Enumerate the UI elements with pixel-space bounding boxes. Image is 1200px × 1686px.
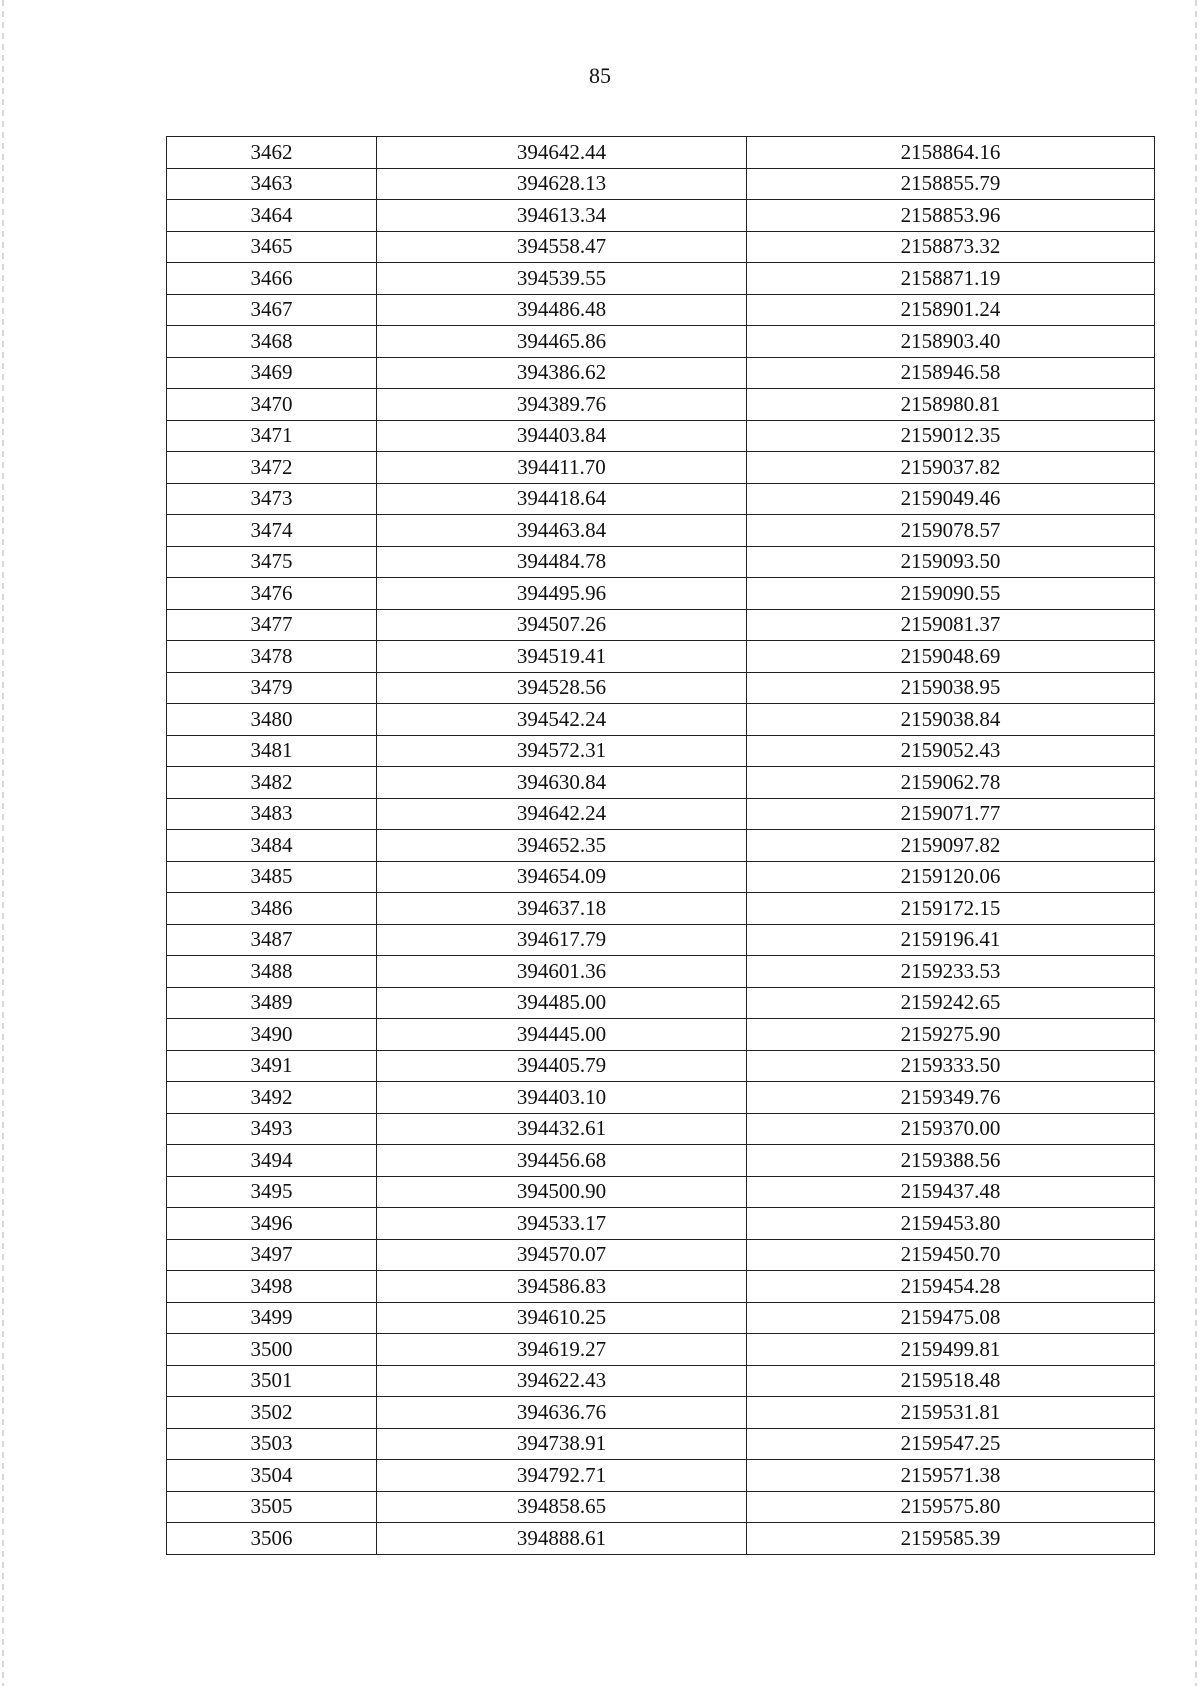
- y-coordinate-cell: 2159120.06: [747, 861, 1155, 893]
- table-row: [167, 137, 1155, 169]
- y-coordinate-cell: 2159453.80: [747, 1208, 1155, 1240]
- x-coordinate-cell: 394465.86: [377, 326, 747, 358]
- table-row: [167, 1208, 1155, 1240]
- point-id-cell: 3502: [167, 1397, 377, 1429]
- x-coordinate-cell: 394432.61: [377, 1113, 747, 1145]
- y-coordinate-cell: 2158946.58: [747, 357, 1155, 389]
- y-coordinate-cell: 2159370.00: [747, 1113, 1155, 1145]
- x-coordinate-cell: 394519.41: [377, 641, 747, 673]
- y-coordinate-cell: 2159078.57: [747, 515, 1155, 547]
- x-coordinate-cell: 394500.90: [377, 1176, 747, 1208]
- x-coordinate-cell: 394539.55: [377, 263, 747, 295]
- point-id-cell: 3506: [167, 1523, 377, 1555]
- point-id-cell: 3496: [167, 1208, 377, 1240]
- x-coordinate-cell: 394610.25: [377, 1302, 747, 1334]
- scan-edge-right: [1195, 0, 1197, 1686]
- x-coordinate-cell: 394586.83: [377, 1271, 747, 1303]
- table-row: [167, 767, 1155, 799]
- point-id-cell: 3481: [167, 735, 377, 767]
- x-coordinate-cell: 394617.79: [377, 924, 747, 956]
- x-coordinate-cell: 394507.26: [377, 609, 747, 641]
- x-coordinate-cell: 394628.13: [377, 168, 747, 200]
- point-id-cell: 3477: [167, 609, 377, 641]
- y-coordinate-cell: 2159437.48: [747, 1176, 1155, 1208]
- point-id-cell: 3479: [167, 672, 377, 704]
- point-id-cell: 3492: [167, 1082, 377, 1114]
- table-row: [167, 1082, 1155, 1114]
- point-id-cell: 3501: [167, 1365, 377, 1397]
- y-coordinate-cell: 2159090.55: [747, 578, 1155, 610]
- y-coordinate-cell: 2158864.16: [747, 137, 1155, 169]
- table-row: [167, 1050, 1155, 1082]
- point-id-cell: 3469: [167, 357, 377, 389]
- x-coordinate-cell: 394403.84: [377, 420, 747, 452]
- y-coordinate-cell: 2159333.50: [747, 1050, 1155, 1082]
- point-id-cell: 3488: [167, 956, 377, 988]
- y-coordinate-cell: 2159049.46: [747, 483, 1155, 515]
- y-coordinate-cell: 2159172.15: [747, 893, 1155, 925]
- table-row: [167, 1302, 1155, 1334]
- point-id-cell: 3504: [167, 1460, 377, 1492]
- x-coordinate-cell: 394463.84: [377, 515, 747, 547]
- table-row: [167, 294, 1155, 326]
- x-coordinate-cell: 394637.18: [377, 893, 747, 925]
- table-row: [167, 1176, 1155, 1208]
- table-row: [167, 987, 1155, 1019]
- y-coordinate-cell: 2159233.53: [747, 956, 1155, 988]
- point-id-cell: 3484: [167, 830, 377, 862]
- table-row: [167, 1460, 1155, 1492]
- x-coordinate-cell: 394642.24: [377, 798, 747, 830]
- table-row: [167, 452, 1155, 484]
- x-coordinate-cell: 394403.10: [377, 1082, 747, 1114]
- table-row: [167, 515, 1155, 547]
- table-row: [167, 483, 1155, 515]
- table-row: [167, 893, 1155, 925]
- point-id-cell: 3491: [167, 1050, 377, 1082]
- x-coordinate-cell: 394411.70: [377, 452, 747, 484]
- point-id-cell: 3473: [167, 483, 377, 515]
- point-id-cell: 3494: [167, 1145, 377, 1177]
- y-coordinate-cell: 2158901.24: [747, 294, 1155, 326]
- point-id-cell: 3471: [167, 420, 377, 452]
- x-coordinate-cell: 394533.17: [377, 1208, 747, 1240]
- y-coordinate-cell: 2159196.41: [747, 924, 1155, 956]
- y-coordinate-cell: 2158980.81: [747, 389, 1155, 421]
- point-id-cell: 3483: [167, 798, 377, 830]
- y-coordinate-cell: 2159275.90: [747, 1019, 1155, 1051]
- point-id-cell: 3470: [167, 389, 377, 421]
- x-coordinate-cell: 394636.76: [377, 1397, 747, 1429]
- point-id-cell: 3468: [167, 326, 377, 358]
- y-coordinate-cell: 2159349.76: [747, 1082, 1155, 1114]
- x-coordinate-cell: 394622.43: [377, 1365, 747, 1397]
- x-coordinate-cell: 394389.76: [377, 389, 747, 421]
- x-coordinate-cell: 394405.79: [377, 1050, 747, 1082]
- x-coordinate-cell: 394642.44: [377, 137, 747, 169]
- table-row: [167, 861, 1155, 893]
- point-id-cell: 3500: [167, 1334, 377, 1366]
- y-coordinate-cell: 2159531.81: [747, 1397, 1155, 1429]
- table-row: [167, 263, 1155, 295]
- x-coordinate-cell: 394486.48: [377, 294, 747, 326]
- y-coordinate-cell: 2159052.43: [747, 735, 1155, 767]
- point-id-cell: 3475: [167, 546, 377, 578]
- point-id-cell: 3482: [167, 767, 377, 799]
- table-row: [167, 956, 1155, 988]
- x-coordinate-cell: 394601.36: [377, 956, 747, 988]
- table-row: [167, 1271, 1155, 1303]
- table-row: [167, 735, 1155, 767]
- point-id-cell: 3480: [167, 704, 377, 736]
- coordinate-table: [166, 136, 1155, 1555]
- point-id-cell: 3498: [167, 1271, 377, 1303]
- x-coordinate-cell: 394528.56: [377, 672, 747, 704]
- y-coordinate-cell: 2159571.38: [747, 1460, 1155, 1492]
- y-coordinate-cell: 2159071.77: [747, 798, 1155, 830]
- y-coordinate-cell: 2159454.28: [747, 1271, 1155, 1303]
- x-coordinate-cell: 394418.64: [377, 483, 747, 515]
- table-row: [167, 1145, 1155, 1177]
- y-coordinate-cell: 2159499.81: [747, 1334, 1155, 1366]
- y-coordinate-cell: 2159097.82: [747, 830, 1155, 862]
- x-coordinate-cell: 394542.24: [377, 704, 747, 736]
- point-id-cell: 3490: [167, 1019, 377, 1051]
- point-id-cell: 3465: [167, 231, 377, 263]
- table-row: [167, 326, 1155, 358]
- y-coordinate-cell: 2159048.69: [747, 641, 1155, 673]
- y-coordinate-cell: 2158853.96: [747, 200, 1155, 232]
- table-row: [167, 1523, 1155, 1555]
- table-row: [167, 1491, 1155, 1523]
- table-row: [167, 1365, 1155, 1397]
- point-id-cell: 3497: [167, 1239, 377, 1271]
- y-coordinate-cell: 2159081.37: [747, 609, 1155, 641]
- table-row: [167, 1019, 1155, 1051]
- point-id-cell: 3467: [167, 294, 377, 326]
- page-number: 85: [589, 63, 611, 88]
- point-id-cell: 3463: [167, 168, 377, 200]
- x-coordinate-cell: 394630.84: [377, 767, 747, 799]
- x-coordinate-cell: 394572.31: [377, 735, 747, 767]
- point-id-cell: 3505: [167, 1491, 377, 1523]
- x-coordinate-cell: 394738.91: [377, 1428, 747, 1460]
- point-id-cell: 3499: [167, 1302, 377, 1334]
- y-coordinate-cell: 2159012.35: [747, 420, 1155, 452]
- point-id-cell: 3462: [167, 137, 377, 169]
- x-coordinate-cell: 394456.68: [377, 1145, 747, 1177]
- y-coordinate-cell: 2158855.79: [747, 168, 1155, 200]
- table-row: [167, 357, 1155, 389]
- y-coordinate-cell: 2159062.78: [747, 767, 1155, 799]
- table-row: [167, 672, 1155, 704]
- x-coordinate-cell: 394485.00: [377, 987, 747, 1019]
- x-coordinate-cell: 394888.61: [377, 1523, 747, 1555]
- x-coordinate-cell: 394558.47: [377, 231, 747, 263]
- table-row: [167, 200, 1155, 232]
- point-id-cell: 3489: [167, 987, 377, 1019]
- point-id-cell: 3464: [167, 200, 377, 232]
- x-coordinate-cell: 394570.07: [377, 1239, 747, 1271]
- point-id-cell: 3485: [167, 861, 377, 893]
- table-row: [167, 609, 1155, 641]
- y-coordinate-cell: 2159518.48: [747, 1365, 1155, 1397]
- x-coordinate-cell: 394652.35: [377, 830, 747, 862]
- table-row: [167, 420, 1155, 452]
- table-row: [167, 641, 1155, 673]
- x-coordinate-cell: 394484.78: [377, 546, 747, 578]
- y-coordinate-cell: 2159475.08: [747, 1302, 1155, 1334]
- table-row: [167, 578, 1155, 610]
- y-coordinate-cell: 2159388.56: [747, 1145, 1155, 1177]
- y-coordinate-cell: 2159547.25: [747, 1428, 1155, 1460]
- x-coordinate-cell: 394792.71: [377, 1460, 747, 1492]
- table-row: [167, 830, 1155, 862]
- scan-edge-left: [2, 0, 4, 1686]
- x-coordinate-cell: 394386.62: [377, 357, 747, 389]
- x-coordinate-cell: 394495.96: [377, 578, 747, 610]
- table-row: [167, 389, 1155, 421]
- table-row: [167, 168, 1155, 200]
- y-coordinate-cell: 2159450.70: [747, 1239, 1155, 1271]
- y-coordinate-cell: 2159575.80: [747, 1491, 1155, 1523]
- point-id-cell: 3495: [167, 1176, 377, 1208]
- table-row: [167, 924, 1155, 956]
- y-coordinate-cell: 2158873.32: [747, 231, 1155, 263]
- y-coordinate-cell: 2159038.95: [747, 672, 1155, 704]
- y-coordinate-cell: 2159242.65: [747, 987, 1155, 1019]
- table-row: [167, 1334, 1155, 1366]
- x-coordinate-cell: 394858.65: [377, 1491, 747, 1523]
- x-coordinate-cell: 394445.00: [377, 1019, 747, 1051]
- y-coordinate-cell: 2159038.84: [747, 704, 1155, 736]
- x-coordinate-cell: 394619.27: [377, 1334, 747, 1366]
- table-row: [167, 1428, 1155, 1460]
- point-id-cell: 3476: [167, 578, 377, 610]
- table-row: [167, 546, 1155, 578]
- point-id-cell: 3486: [167, 893, 377, 925]
- y-coordinate-cell: 2159037.82: [747, 452, 1155, 484]
- x-coordinate-cell: 394613.34: [377, 200, 747, 232]
- point-id-cell: 3478: [167, 641, 377, 673]
- table-row: [167, 704, 1155, 736]
- table-row: [167, 231, 1155, 263]
- point-id-cell: 3466: [167, 263, 377, 295]
- coordinate-table-body: [167, 137, 1155, 1555]
- table-row: [167, 1239, 1155, 1271]
- point-id-cell: 3503: [167, 1428, 377, 1460]
- point-id-cell: 3472: [167, 452, 377, 484]
- x-coordinate-cell: 394654.09: [377, 861, 747, 893]
- table-row: [167, 1397, 1155, 1429]
- y-coordinate-cell: 2159585.39: [747, 1523, 1155, 1555]
- point-id-cell: 3487: [167, 924, 377, 956]
- y-coordinate-cell: 2158871.19: [747, 263, 1155, 295]
- table-row: [167, 798, 1155, 830]
- point-id-cell: 3493: [167, 1113, 377, 1145]
- y-coordinate-cell: 2159093.50: [747, 546, 1155, 578]
- y-coordinate-cell: 2158903.40: [747, 326, 1155, 358]
- point-id-cell: 3474: [167, 515, 377, 547]
- table-row: [167, 1113, 1155, 1145]
